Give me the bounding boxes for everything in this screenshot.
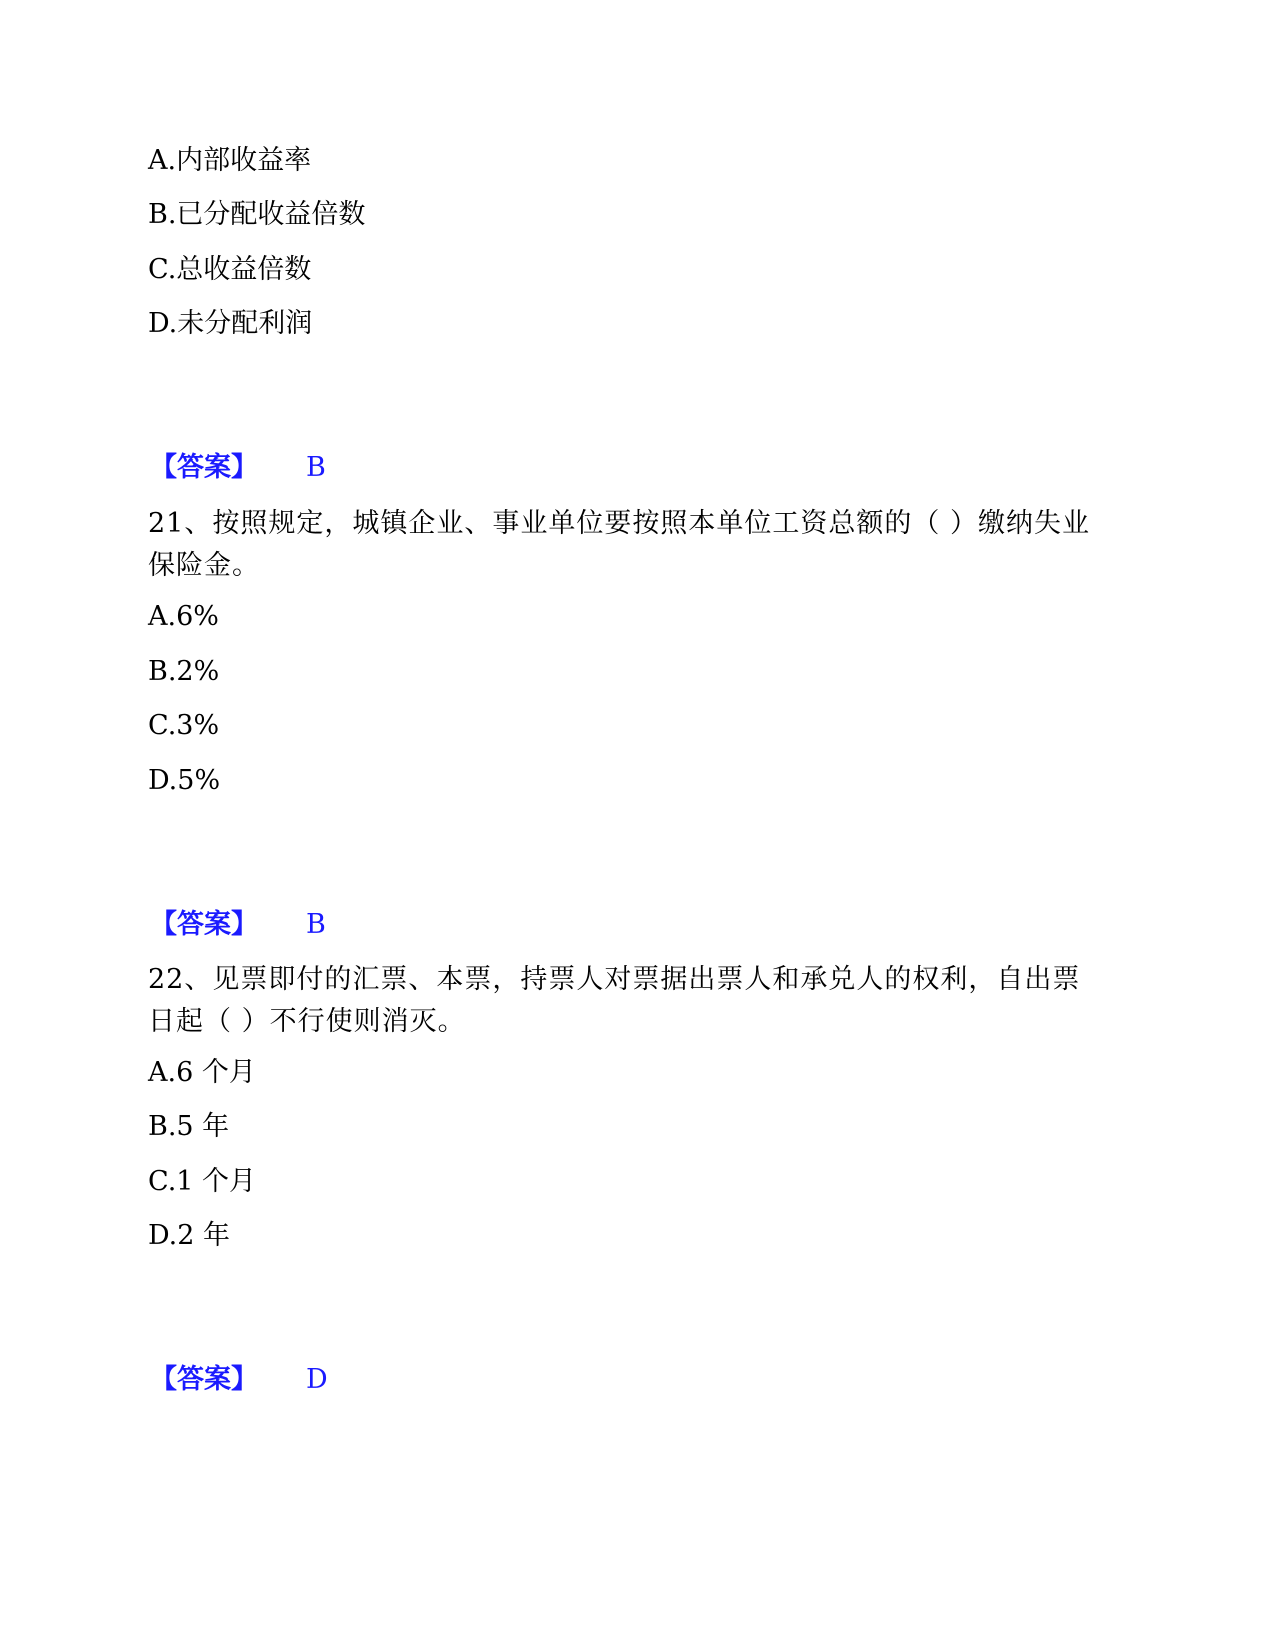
q20-option-a: A.内部收益率 [148, 145, 312, 176]
q21-answer [150, 905, 326, 945]
q22-option-d: D.2 年 [148, 1220, 231, 1251]
q20-answer [150, 448, 326, 488]
q20-option-c: C.总收益倍数 [148, 254, 312, 285]
answer-label: 【答案】 [150, 1364, 258, 1395]
q22-option-b: B.5 年 [148, 1111, 230, 1142]
q22-option-a: A.6 个月 [148, 1057, 256, 1088]
q20-option-b: B.已分配收益倍数 [148, 199, 366, 230]
q21-option-c: C.3% [148, 710, 220, 741]
q21-option-d: D.5% [148, 765, 221, 796]
q21-question: 21、按照规定，城镇企业、事业单位要按照本单位工资总额的（ ）缴纳失业保险金。 [148, 508, 1090, 581]
answer-label: 【答案】 [150, 909, 258, 940]
q21-option-a: A.6% [148, 601, 219, 632]
q22-question: 22、见票即付的汇票、本票，持票人对票据出票人和承兑人的权利，自出票日起（ ）不行使则消灭。 [148, 964, 1081, 1037]
answer-label: 【答案】 [150, 452, 258, 483]
q22-option-c: C.1 个月 [148, 1166, 257, 1197]
answer-value: B [306, 909, 326, 940]
answer-value: D [306, 1364, 328, 1395]
q22-answer [150, 1360, 328, 1400]
q20-option-d: D.未分配利润 [148, 308, 313, 339]
q21-option-b: B.2% [148, 656, 220, 687]
answer-value: B [306, 452, 326, 483]
